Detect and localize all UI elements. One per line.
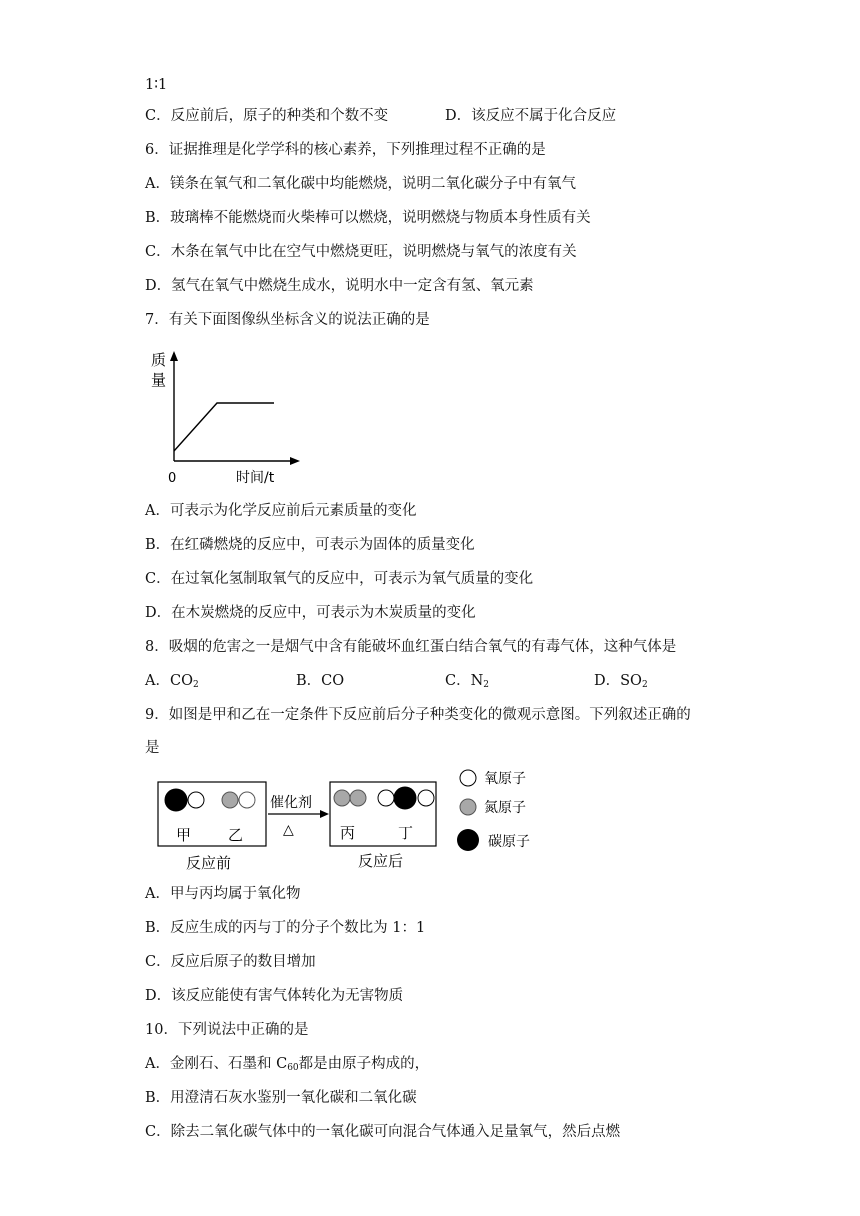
oxygen-atom <box>418 790 434 806</box>
q9-option-c: C．反应后原子的数目增加 <box>145 954 316 970</box>
q7-option-b: B．在红磷燃烧的反应中，可表示为固体的质量变化 <box>145 537 475 553</box>
nitrogen-atom <box>222 792 238 808</box>
reaction-diagram <box>150 762 550 874</box>
oxygen-atom <box>460 770 476 786</box>
molecule-yi <box>222 792 255 808</box>
molecule-bing <box>334 790 366 806</box>
q8-option-c: C．$N_2$ <box>445 673 490 690</box>
q10-option-c: C．除去二氧化碳气体中的一氧化碳可向混合气体通入足量氧气，然后点燃 <box>145 1124 621 1140</box>
legend-carbon <box>457 829 530 851</box>
q9-option-b: B．反应生成的丙与丁的分子个数比为 1：1 <box>145 920 426 936</box>
label-jia: 甲 <box>176 826 192 844</box>
molecule-ding <box>378 787 434 809</box>
label-yi: 乙 <box>228 826 244 844</box>
q10-option-a: A．金刚石、石墨和 $C_{60}$都是由原子构成的， <box>145 1056 430 1073</box>
mass-time-graph <box>140 345 310 490</box>
q8-option-d: D．$SO_2$ <box>594 673 648 690</box>
x-axis <box>174 457 300 465</box>
q7-stem: 7．有关下面图像纵坐标含义的说法正确的是 <box>145 312 430 328</box>
oxygen-atom <box>378 790 394 806</box>
nitrogen-atom <box>334 790 350 806</box>
heat-symbol: △ <box>283 822 294 838</box>
carbon-atom <box>457 829 479 851</box>
q6-option-d: D．氢气在氧气中燃烧生成水，说明水中一定含有氢、氧元素 <box>145 278 534 294</box>
reaction-arrow <box>268 810 329 818</box>
q6-stem: 6．证据推理是化学学科的核心素养，下列推理过程不正确的是 <box>145 142 546 158</box>
q9-option-d: D．该反应能使有害气体转化为无害物质 <box>145 988 404 1004</box>
origin-label: 0 <box>168 471 177 486</box>
legend-carbon-label: 碳原子 <box>488 834 530 850</box>
x-label: 时间/t <box>236 470 275 486</box>
q7-option-d: D．在木炭燃烧的反应中，可表示为木炭质量的变化 <box>145 605 476 621</box>
y-label-bottom: 量 <box>151 371 167 389</box>
before-label: 反应前 <box>186 854 232 872</box>
after-label: 反应后 <box>358 852 404 870</box>
q6-option-a: A．镁条在氧气和二氧化碳中均能燃烧，说明二氧化碳分子中有氧气 <box>145 176 576 192</box>
mass-curve <box>174 403 274 451</box>
legend-nitrogen <box>460 799 526 816</box>
q10-option-b: B．用澄清石灰水鉴别一氧化碳和二氧化碳 <box>145 1090 417 1106</box>
carbon-atom <box>394 787 416 809</box>
q6-option-c: C．木条在氧气中比在空气中燃烧更旺，说明燃烧与氧气的浓度有关 <box>145 244 577 260</box>
oxygen-atom <box>239 792 255 808</box>
legend-nitrogen-label: 氮原子 <box>484 800 526 816</box>
oxygen-atom <box>188 792 204 808</box>
q5-option-c: C．反应前后，原子的种类和个数不变 <box>145 108 389 124</box>
catalyst-label: 催化剂 <box>270 795 312 811</box>
label-ding: 丁 <box>398 824 414 842</box>
molecule-jia <box>165 789 204 811</box>
q9-stem-line1: 9．如图是甲和乙在一定条件下反应前后分子种类变化的微观示意图。下列叙述正确的 <box>145 707 691 723</box>
q8-stem: 8．吸烟的危害之一是烟气中含有能破坏血红蛋白结合氧气的有毒气体，这种气体是 <box>145 639 677 655</box>
y-label-top: 质 <box>151 351 167 369</box>
legend-oxygen <box>460 770 526 787</box>
legend-oxygen-label: 氧原子 <box>484 771 526 787</box>
q9-option-a: A．甲与丙均属于氧化物 <box>145 886 301 902</box>
q8-option-a: A．$CO_2$ <box>145 673 199 690</box>
q10-stem: 10．下列说法中正确的是 <box>145 1022 309 1038</box>
label-bing: 丙 <box>340 824 356 842</box>
q8-option-b: B．CO <box>296 673 345 689</box>
q7-option-a: A．可表示为化学反应前后元素质量的变化 <box>145 503 417 519</box>
q9-stem-line2: 是 <box>145 740 160 756</box>
q5-option-d: D．该反应不属于化合反应 <box>445 108 617 124</box>
ratio-tail: 1∶1 <box>145 77 168 93</box>
carbon-atom <box>165 789 187 811</box>
q7-option-c: C．在过氧化氢制取氧气的反应中，可表示为氧气质量的变化 <box>145 571 534 587</box>
q6-option-b: B．玻璃棒不能燃烧而火柴棒可以燃烧，说明燃烧与物质本身性质有关 <box>145 210 591 226</box>
nitrogen-atom <box>460 799 476 815</box>
y-axis <box>170 351 178 461</box>
nitrogen-atom <box>350 790 366 806</box>
